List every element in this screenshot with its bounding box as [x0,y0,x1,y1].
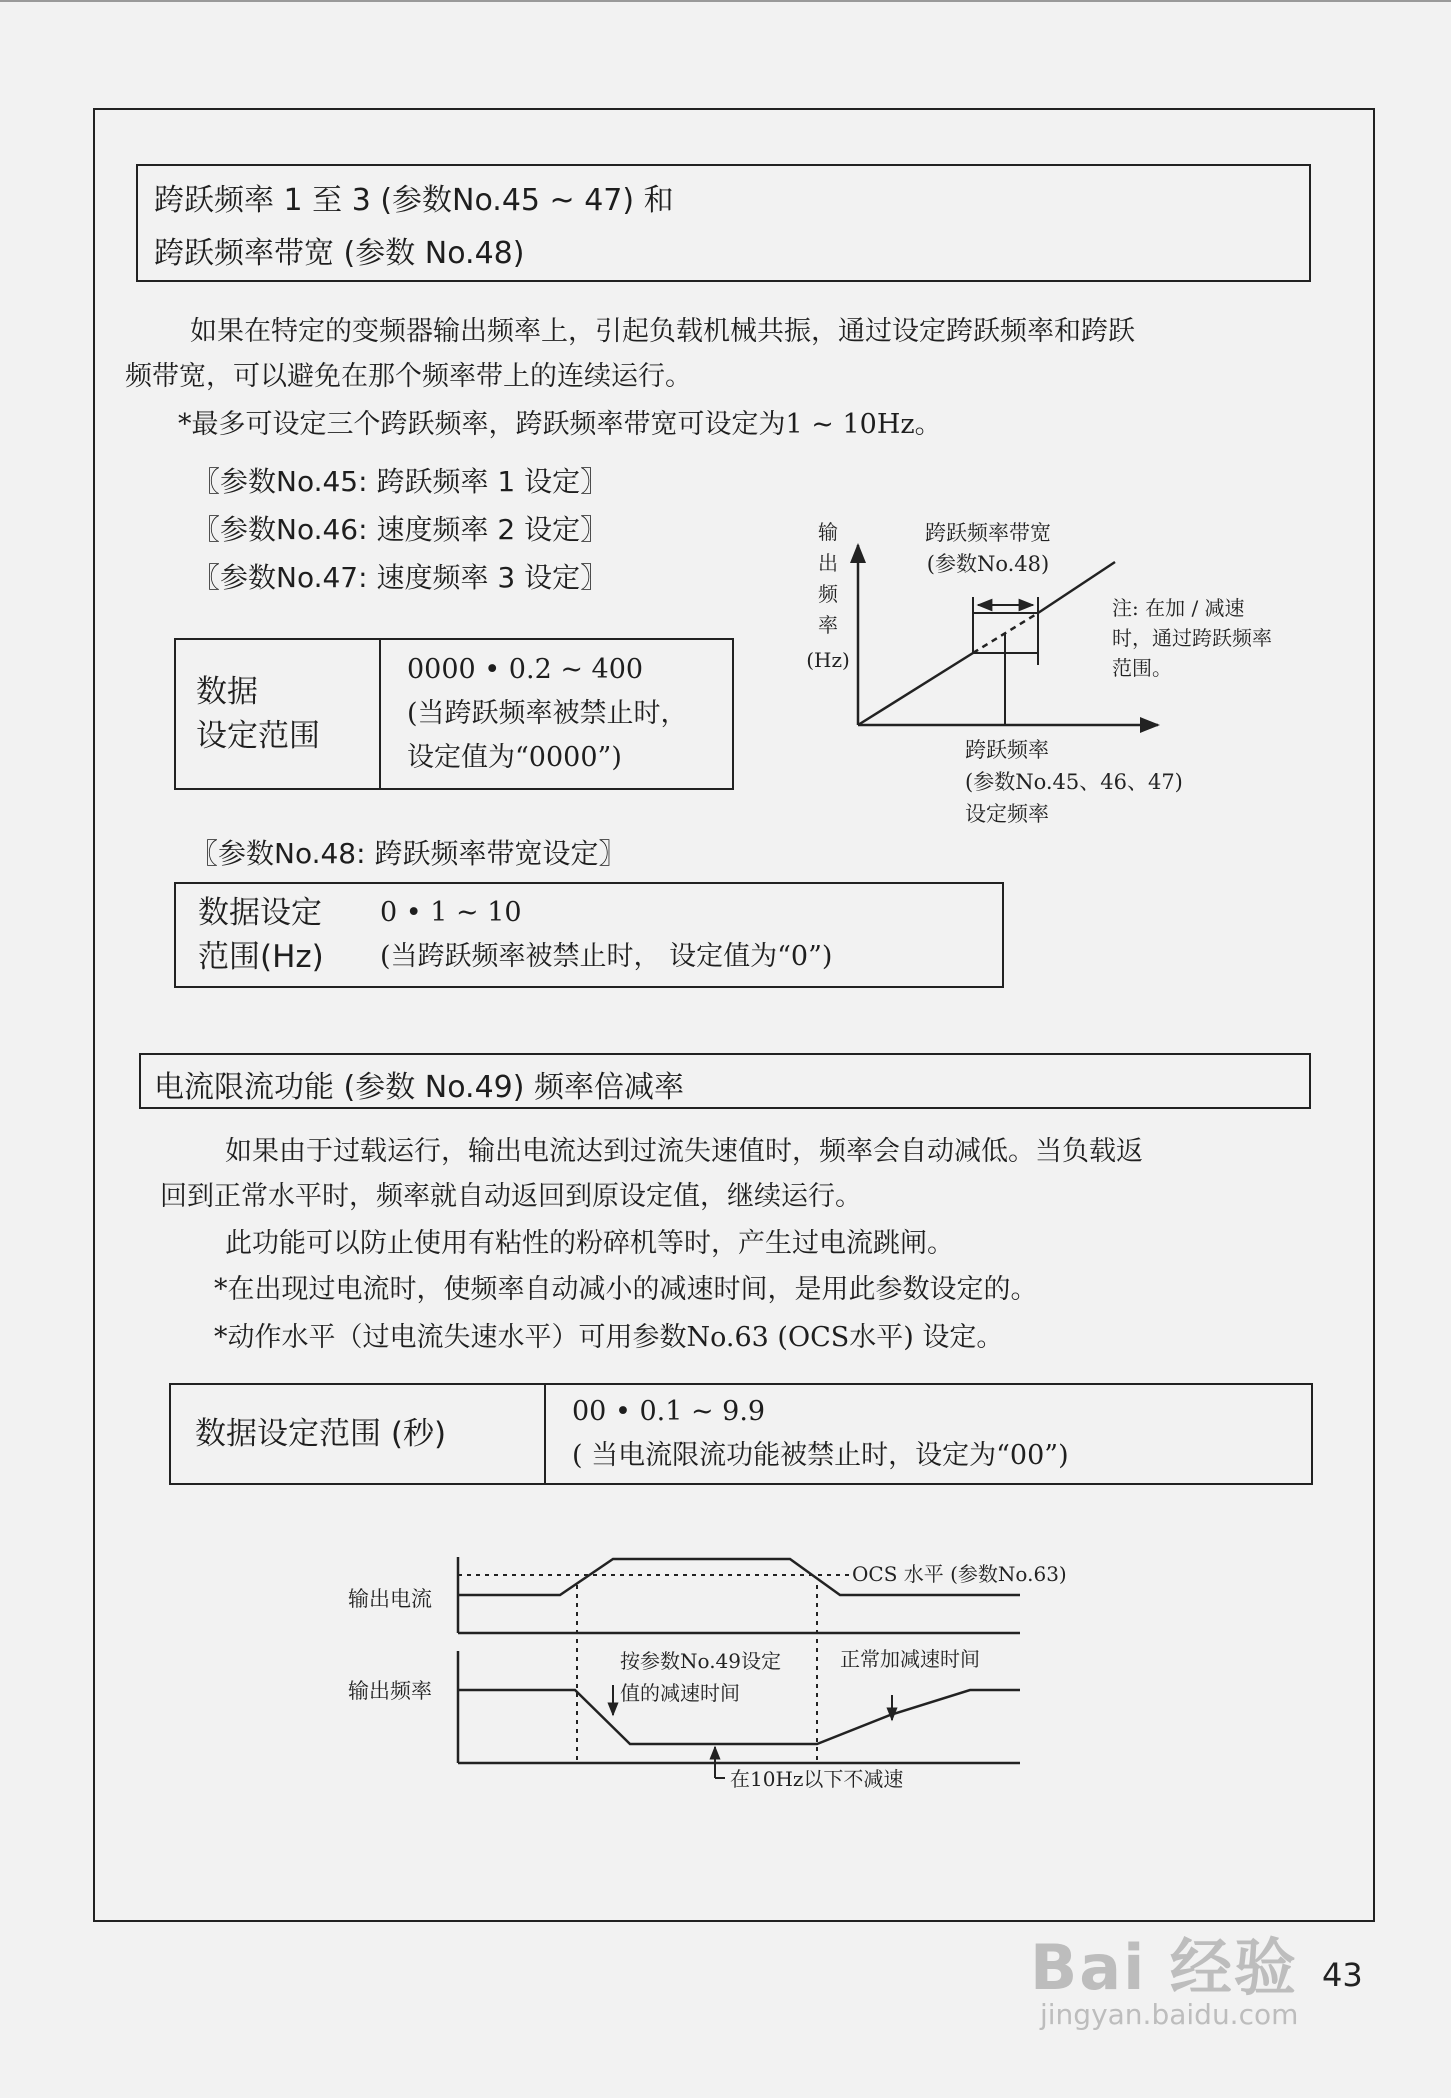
section1-para-line1: 如果在特定的变频器输出频率上，引起负载机械共振，通过设定跨跃频率和跨跃 [190,316,1135,347]
y-axis-label [806,520,850,672]
band-label-line1: 跨跃频率带宽 [925,521,1051,545]
bandwidth-table-value [379,883,1003,987]
ylabel-char: (Hz) [806,648,850,672]
frequency-label: 输出频率 [348,1679,432,1703]
section2-title: 电流限流功能 (参数 No.49) 频率倍减率 [154,1070,684,1105]
section1-note: *最多可设定三个跨跃频率，跨跃频率带宽可设定为1 ~ 10Hz。 [178,409,942,440]
table3-value-line2: ( 当电流限流功能被禁止时，设定为“00”) [572,1440,1069,1471]
table3-label: 数据设定范围 (秒) [195,1416,447,1452]
jump-frequency-diagram [780,505,1340,835]
ylabel-char: 出 [818,551,838,575]
section1-title-line1: 跨跃频率 1 至 3 (参数No.45 ~ 47) 和 [154,183,674,218]
table1-value-line3: 设定值为“0000”) [407,742,622,773]
param47-label: 〖参数No.47: 速度频率 3 设定〗 [192,561,609,594]
output-line-high [1038,562,1115,613]
table1-label-line2: 设定范围 [196,718,320,754]
jump-frequency-table [174,638,734,790]
section1-para-line2: 频带宽，可以避免在那个频率带上的连续运行。 [125,361,692,392]
note-line2: 时，通过跨跃频率 [1112,626,1272,650]
decel-label-line1: 按参数No.49设定 [620,1649,781,1673]
table2-value-line2: (当跨跃频率被禁止时， 设定值为“0”) [380,941,833,972]
ylabel-char: 输 [818,520,838,544]
table2-label-line1: 数据设定 [198,895,322,931]
ylabel-char: 率 [818,613,838,637]
section2-note2: *动作水平（过电流失速水平）可用参数No.63 (OCS水平) 设定。 [214,1322,1004,1353]
current-limit-table [169,1383,1313,1485]
top-rule [0,0,1451,2]
table1-value-line2: (当跨跃频率被禁止时， [407,698,688,729]
current-label: 输出电流 [348,1587,432,1611]
decel-label-line2: 值的减速时间 [620,1681,740,1705]
note-line1: 注: 在加 / 减速 [1112,596,1245,620]
current-limit-table-value [545,1384,1312,1484]
ylabel-char: 频 [818,582,838,606]
current-limit-timing-diagram [330,1545,1130,1805]
bandwidth-table [174,882,1004,988]
watermark-logo: Bai 经验 [1030,1931,1298,2004]
section2-note1: *在出现过电流时，使频率自动减小的减速时间，是用此参数设定的。 [214,1274,1038,1305]
section2-para-line2: 回到正常水平时，频率就自动返回到原设定值，继续运行。 [160,1181,862,1212]
ocs-label: OCS 水平 (参数No.63) [852,1562,1067,1586]
param46-label: 〖参数No.46: 速度频率 2 设定〗 [192,513,609,546]
param48-label: 〖参数No.48: 跨跃频率带宽设定〗 [190,837,627,870]
output-line-low [858,653,973,725]
param45-label: 〖参数No.45: 跨跃频率 1 设定〗 [192,465,609,498]
xlabel-line1: 跨跃频率 [965,738,1049,762]
page-number: 43 [1322,1956,1363,1994]
band-label-line2: (参数No.48) [926,552,1050,576]
table3-value-line1: 00 • 0.1 ~ 9.9 [572,1396,766,1427]
table2-label-line2: 范围(Hz) [198,939,324,975]
jump-frequency-table-label [175,639,380,789]
table2-value-line1: 0 • 1 ~ 10 [380,897,522,928]
jump-frequency-table-value [380,639,733,789]
table1-label-line1: 数据 [196,674,258,710]
bandwidth-table-label [175,883,379,987]
note-line3: 范围。 [1112,656,1172,680]
section2-para-line1: 如果由于过载运行，输出电流达到过流失速值时，频率会自动减低。当负载返 [225,1136,1143,1167]
section2-para-line3: 此功能可以防止使用有粘性的粉碎机等时，产生过电流跳闸。 [225,1228,954,1259]
xlabel-line2: (参数No.45、46、47) [965,770,1183,794]
normal-label: 正常加减速时间 [840,1647,980,1671]
xlabel-line3: 设定频率 [965,802,1049,826]
watermark-url: jingyan.baidu.com [1040,1998,1299,2031]
table1-value-line1: 0000 • 0.2 ~ 400 [407,654,644,685]
min-label: 在10Hz以下不减速 [730,1767,904,1791]
section1-title-line2: 跨跃频率带宽 (参数 No.48) [154,236,525,271]
current-limit-table-label [170,1384,545,1484]
